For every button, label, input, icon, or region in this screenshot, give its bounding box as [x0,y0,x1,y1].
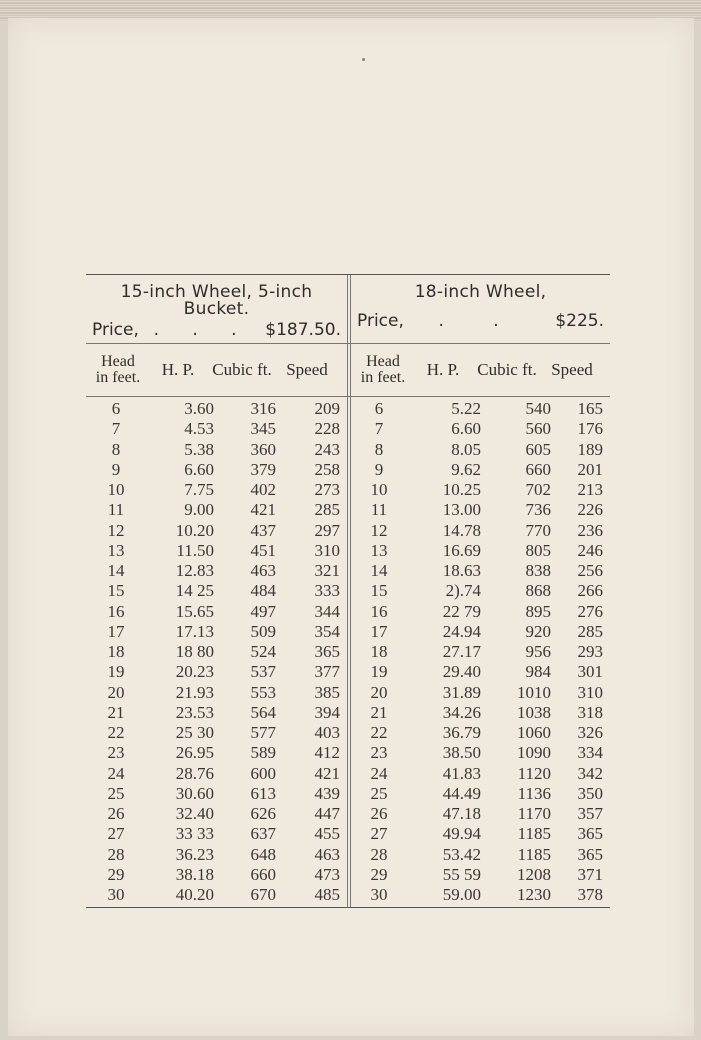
column-headers-15-inch [86,344,348,396]
table-headers [86,275,610,343]
cell-hp: 6.60 [451,419,481,439]
cell-cubic-ft: 626 [250,804,276,823]
cell-hp: 10.20 [175,520,214,540]
cell-head: 16 [370,601,388,621]
cell-cubic-ft: 451 [250,540,276,560]
cell-speed: 412 [314,743,340,763]
cell-cubic-ft: 1185 [517,844,551,864]
cell-cubic-ft: 1120 [517,763,551,783]
table-row [86,419,347,439]
table-body-18-inch [350,397,610,907]
table-row [351,419,610,439]
cell-head: 10 [370,480,388,499]
cell-cubic-ft: 660 [525,459,551,479]
cell-speed: 246 [577,540,603,560]
cell-speed: 266 [577,581,603,601]
cell-speed: 333 [314,581,340,601]
wheel-title: 15-inch Wheel, 5-inch Bucket. [120,282,313,319]
cell-speed: 365 [577,844,603,864]
cell-hp: 7.75 [184,480,214,499]
cell-head: 18 [107,642,125,661]
column-header-head [351,354,415,386]
cell-hp: 18.63 [442,561,481,580]
cell-head: 13 [107,540,125,560]
cell-hp: 38.18 [175,864,214,884]
cell-head: 30 [107,885,125,904]
table-row [86,703,347,723]
cell-head: 17 [370,621,388,641]
cell-cubic-ft: 956 [525,642,551,661]
cell-hp: 14.78 [442,520,481,540]
cell-speed: 378 [577,885,603,904]
table-18-inch-header [350,275,610,343]
cell-hp: 55 59 [442,864,481,884]
cell-hp: 38.50 [442,743,481,763]
cell-cubic-ft: 838 [525,561,551,580]
table-row [86,845,347,865]
cell-cubic-ft: 379 [250,459,276,479]
column-header-hp: H. P. [161,360,195,379]
table-body [86,397,610,907]
cell-speed: 258 [314,459,340,479]
cell-cubic-ft: 984 [525,662,551,682]
cell-cubic-ft: 1010 [517,682,551,702]
column-header-hp: H. P. [426,360,460,379]
column-header-head-line: Head [366,353,400,370]
cell-head: 19 [107,662,125,682]
table-row [351,622,610,642]
column-header-head-line: Head [101,353,135,370]
cell-cubic-ft: 537 [250,662,276,682]
cell-head: 19 [370,662,388,682]
cell-head: 14 [370,561,388,580]
cell-hp: 59.00 [442,885,481,904]
cell-head: 16 [107,601,125,621]
table-row [86,602,347,622]
cell-cubic-ft: 553 [250,682,276,702]
cell-hp: 27.17 [442,642,481,661]
table-row [86,683,347,703]
cell-cubic-ft: 770 [525,520,551,540]
bottom-rule [86,907,610,908]
cell-hp: 49.94 [442,824,481,844]
cell-speed: 439 [314,783,340,803]
cell-head: 15 [370,581,388,601]
cell-cubic-ft: 1038 [517,702,551,722]
table-row [351,460,610,480]
column-header-cubic-ft: Cubic ft. [212,360,272,379]
cell-speed: 365 [314,642,340,661]
cell-cubic-ft: 648 [250,844,276,864]
cell-hp: 9.00 [184,500,214,520]
cell-speed: 273 [314,480,340,499]
cell-cubic-ft: 540 [525,399,551,418]
cell-hp: 31.89 [442,682,481,702]
cell-head: 8 [111,439,121,459]
table-row [86,885,347,905]
cell-cubic-ft: 1185 [517,824,551,844]
cell-cubic-ft: 736 [525,500,551,520]
cell-hp: 9.62 [451,459,481,479]
cell-hp: 5.38 [184,439,214,459]
column-header-head-line: in feet. [360,369,406,386]
cell-speed: 310 [314,540,340,560]
cell-hp: 6.60 [184,459,214,479]
cell-head: 20 [370,682,388,702]
cell-speed: 485 [314,885,340,904]
cell-head: 26 [107,804,125,823]
cell-cubic-ft: 509 [250,621,276,641]
cell-speed: 357 [577,804,603,823]
cell-speed: 301 [577,662,603,682]
cell-cubic-ft: 497 [250,601,276,621]
cell-head: 29 [107,864,125,884]
cell-cubic-ft: 345 [250,419,276,439]
cell-cubic-ft: 577 [250,723,276,742]
table-15-inch-header [86,275,348,343]
cell-head: 11 [107,500,125,520]
cell-hp: 16.69 [442,540,481,560]
cell-speed: 371 [577,864,603,884]
cell-hp: 33 33 [175,824,214,844]
cell-cubic-ft: 605 [525,439,551,459]
price-dots: . . [438,311,521,331]
cell-cubic-ft: 589 [250,743,276,763]
cell-head: 9 [374,459,384,479]
table-row [86,581,347,601]
cell-speed: 243 [314,439,340,459]
table-row [351,541,610,561]
table-row [86,399,347,419]
cell-head: 22 [370,723,388,742]
cell-head: 21 [370,702,388,722]
cell-head: 28 [370,844,388,864]
cell-head: 14 [107,561,125,580]
cell-head: 27 [370,824,388,844]
cell-hp: 17.13 [175,621,214,641]
cell-speed: 473 [314,864,340,884]
table-row [86,764,347,784]
cell-cubic-ft: 670 [250,885,276,904]
table-row [351,845,610,865]
cell-head: 11 [370,500,388,520]
cell-speed: 236 [577,520,603,540]
cell-hp: 10.25 [442,480,481,499]
cell-cubic-ft: 1060 [517,723,551,742]
cell-head: 12 [370,520,388,540]
cell-speed: 293 [577,642,603,661]
cell-cubic-ft: 805 [525,540,551,560]
table-row [86,662,347,682]
cell-cubic-ft: 1136 [517,783,551,803]
cell-cubic-ft: 1230 [517,885,551,904]
cell-hp: 28.76 [175,763,214,783]
cell-speed: 447 [314,804,340,823]
table-row [351,743,610,763]
table-row [351,784,610,804]
cell-cubic-ft: 702 [525,480,551,499]
cell-head: 23 [107,743,125,763]
cell-head: 25 [370,783,388,803]
table-row [86,743,347,763]
cell-head: 8 [374,439,384,459]
cell-cubic-ft: 484 [250,581,276,601]
cell-speed: 226 [577,500,603,520]
cell-hp: 34.26 [442,702,481,722]
cell-speed: 213 [577,480,603,499]
cell-speed: 354 [314,621,340,641]
cell-cubic-ft: 560 [525,419,551,439]
cell-hp: 12.83 [175,561,214,580]
cell-speed: 256 [577,561,603,580]
column-header-cubic-ft: Cubic ft. [477,360,537,379]
cell-head: 20 [107,682,125,702]
cell-hp: 13.00 [442,500,481,520]
cell-hp: 36.79 [442,723,481,742]
cell-cubic-ft: 1170 [517,804,551,823]
table-row [351,683,610,703]
cell-speed: 310 [577,682,603,702]
cell-cubic-ft: 360 [250,439,276,459]
cell-hp: 40.20 [175,885,214,904]
cell-speed: 165 [577,399,603,418]
cell-head: 29 [370,864,388,884]
price-label: Price, [92,320,139,340]
table-row [351,703,610,723]
cell-speed: 228 [314,419,340,439]
cell-speed: 334 [577,743,603,763]
table-row [86,440,347,460]
cell-hp: 36.23 [175,844,214,864]
cell-head: 10 [107,480,125,499]
table-row [351,804,610,824]
cell-head: 26 [370,804,388,823]
cell-hp: 5.22 [451,399,481,418]
table-row [86,480,347,500]
cell-head: 30 [370,885,388,904]
price-value: $187.50. [265,320,341,340]
table-row [351,521,610,541]
cell-head: 27 [107,824,125,844]
table-row [86,561,347,581]
table-row [351,865,610,885]
price-dots: . . . [153,320,251,340]
table-body-15-inch [86,397,348,907]
cell-cubic-ft: 660 [250,864,276,884]
cell-head: 24 [370,763,388,783]
table-row [86,622,347,642]
column-header-speed: Speed [286,360,328,379]
price-line [357,311,604,331]
cell-hp: 53.42 [442,844,481,864]
cell-hp: 32.40 [175,804,214,823]
cell-speed: 342 [577,763,603,783]
table-row [86,723,347,743]
table-row [351,581,610,601]
table-row [351,500,610,520]
price-label: Price, [357,311,404,331]
cell-hp: 29.40 [442,662,481,682]
cell-hp: 22 79 [442,601,481,621]
table-row [86,824,347,844]
cell-speed: 189 [577,439,603,459]
cell-hp: 30.60 [175,783,214,803]
column-header-speed: Speed [551,360,593,379]
column-headers-18-inch [350,344,610,396]
table-row [86,784,347,804]
cell-speed: 350 [577,783,603,803]
cell-head: 18 [370,642,388,661]
column-header-head-line: in feet. [95,369,141,386]
table-row [351,561,610,581]
column-headers [86,344,610,396]
cell-head: 7 [374,419,384,439]
cell-cubic-ft: 1208 [517,864,551,884]
cell-speed: 385 [314,682,340,702]
cell-hp: 3.60 [184,399,214,418]
cell-hp: 2).74 [445,581,481,601]
table-row [351,885,610,905]
cell-hp: 41.83 [442,763,481,783]
cell-head: 6 [111,399,121,418]
cell-speed: 463 [314,844,340,864]
cell-hp: 11.50 [176,540,214,560]
cell-speed: 455 [314,824,340,844]
cell-speed: 321 [314,561,340,580]
cell-head: 13 [370,540,388,560]
cell-hp: 8.05 [451,439,481,459]
cell-hp: 44.49 [442,783,481,803]
wheel-tables [86,274,610,908]
cell-cubic-ft: 564 [250,702,276,722]
cell-hp: 20.23 [175,662,214,682]
cell-cubic-ft: 613 [250,783,276,803]
cell-cubic-ft: 421 [250,500,276,520]
cell-cubic-ft: 463 [250,561,276,580]
document-page [8,18,694,1036]
cell-speed: 285 [314,500,340,520]
table-row [351,642,610,662]
cell-cubic-ft: 524 [250,642,276,661]
cell-head: 25 [107,783,125,803]
cell-cubic-ft: 920 [525,621,551,641]
cell-speed: 318 [577,702,603,722]
cell-speed: 326 [577,723,603,742]
paper-speck [362,58,365,61]
cell-speed: 201 [577,459,603,479]
table-row [86,500,347,520]
cell-hp: 47.18 [442,804,481,823]
cell-cubic-ft: 402 [250,480,276,499]
cell-head: 23 [370,743,388,763]
table-row [86,804,347,824]
table-row [86,541,347,561]
cell-head: 15 [107,581,125,601]
cell-head: 28 [107,844,125,864]
cell-hp: 14 25 [175,581,214,601]
cell-head: 7 [111,419,121,439]
cell-head: 21 [107,702,125,722]
wheel-title: 18-inch Wheel, [414,282,547,302]
cell-hp: 21.93 [175,682,214,702]
table-row [351,602,610,622]
cell-cubic-ft: 637 [250,824,276,844]
cell-head: 17 [107,621,125,641]
price-line [92,320,341,340]
table-row [86,460,347,480]
cell-cubic-ft: 600 [250,763,276,783]
column-header-head [86,354,150,386]
cell-hp: 23.53 [175,702,214,722]
table-row [351,723,610,743]
table-row [351,764,610,784]
cell-hp: 4.53 [184,419,214,439]
cell-speed: 403 [314,723,340,742]
table-row [351,824,610,844]
cell-speed: 394 [314,702,340,722]
table-row [86,865,347,885]
cell-speed: 276 [577,601,603,621]
cell-cubic-ft: 1090 [517,743,551,763]
cell-head: 22 [107,723,125,742]
cell-speed: 344 [314,601,340,621]
cell-cubic-ft: 895 [525,601,551,621]
cell-head: 24 [107,763,125,783]
cell-head: 9 [111,459,121,479]
table-row [351,440,610,460]
cell-speed: 421 [314,763,340,783]
cell-cubic-ft: 868 [525,581,551,601]
cell-hp: 18 80 [175,642,214,661]
cell-speed: 377 [314,662,340,682]
cell-hp: 25 30 [175,723,214,742]
cell-speed: 209 [314,399,340,418]
cell-hp: 15.65 [175,601,214,621]
cell-speed: 285 [577,621,603,641]
table-row [351,662,610,682]
cell-hp: 26.95 [175,743,214,763]
table-row [351,399,610,419]
cell-hp: 24.94 [442,621,481,641]
cell-cubic-ft: 437 [250,520,276,540]
table-row [351,480,610,500]
cell-head: 6 [374,399,384,418]
cell-cubic-ft: 316 [250,399,276,418]
cell-speed: 176 [577,419,603,439]
table-row [86,521,347,541]
cell-speed: 365 [577,824,603,844]
table-row [86,642,347,662]
cell-head: 12 [107,520,125,540]
cell-speed: 297 [314,520,340,540]
price-value: $225. [555,311,604,331]
